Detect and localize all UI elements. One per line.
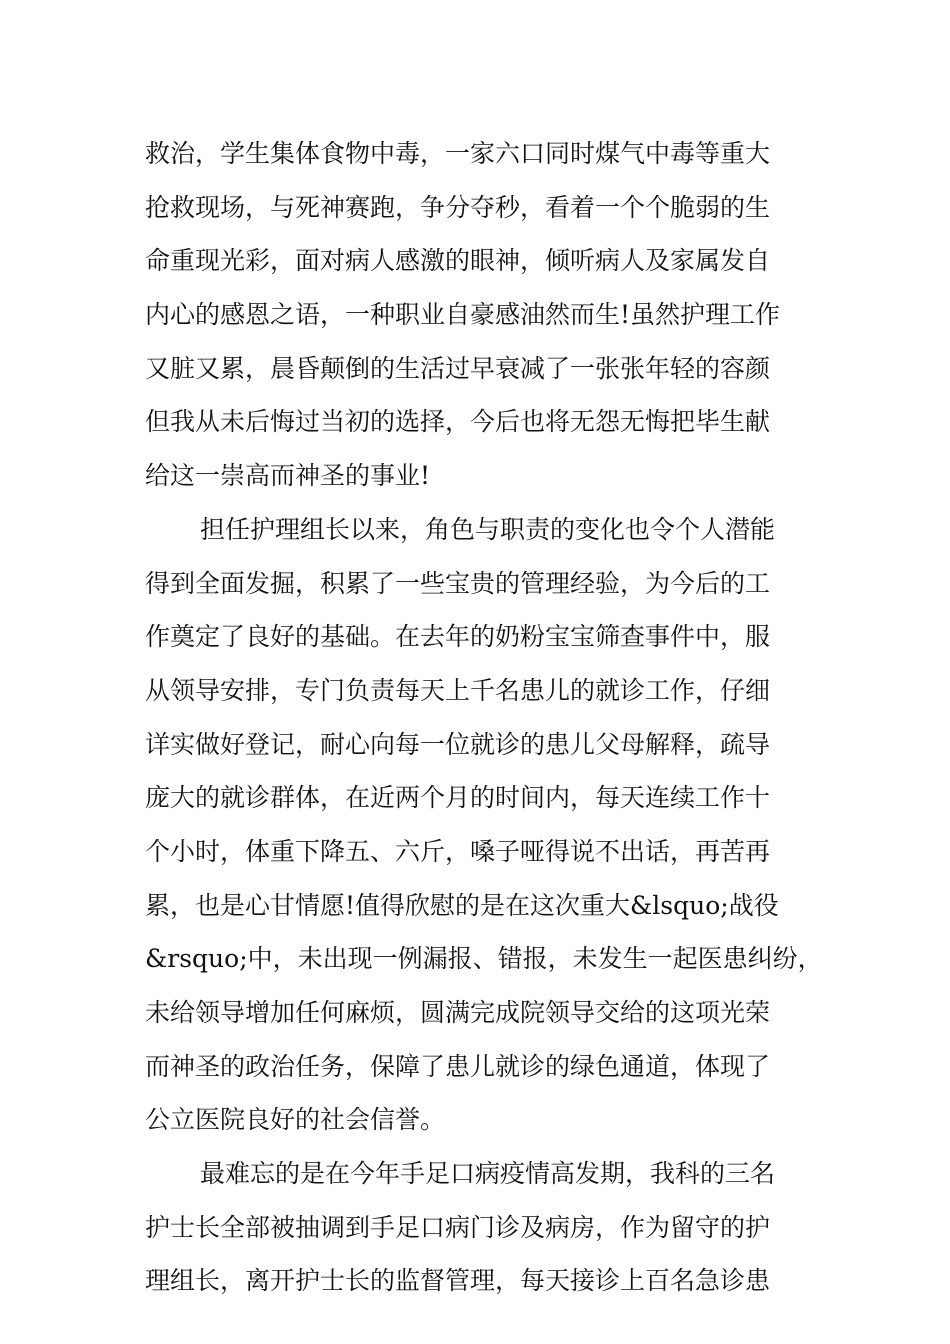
text-line: 救治，学生集体食物中毒，一家六口同时煤气中毒等重大 <box>145 139 771 168</box>
text-line: 护士长全部被抽调到手足口病门诊及病房，作为留守的护 <box>145 1212 771 1242</box>
paragraph-2 <box>145 503 825 1147</box>
text-line: 理组长，离开护士长的监督管理，每天接诊上百名急诊患 <box>145 1266 771 1296</box>
text-line: 最难忘的是在今年手足口病疫情高发期，我科的三名 <box>200 1159 776 1189</box>
text-line: 给这一崇高而神圣的事业! <box>145 461 431 491</box>
text-line: 从领导安排，专门负责每天上千名患儿的就诊工作，仔细 <box>145 675 771 705</box>
text-line: 担任护理组长以来，角色与职责的变化也令个人潜能 <box>200 514 776 544</box>
document-body <box>145 127 825 1308</box>
text-line: 命重现光彩，面对病人感激的眼神，倾听病人及家属发自 <box>145 246 771 276</box>
text-line: 得到全面发掘，积累了一些宝贵的管理经验，为今后的工 <box>145 568 771 598</box>
text-line: 抢救现场，与死神赛跑，争分夺秒，看着一个个脆弱的生 <box>145 192 771 222</box>
text-line: 累，也是心甘情愿!值得欣慰的是在这次重大&lsquo;战役 <box>145 890 779 920</box>
text-line: 未给领导增加任何麻烦，圆满完成院领导交给的这项光荣 <box>145 998 771 1027</box>
text-line: 但我从未后悔过当初的选择，今后也将无怨无悔把毕生献 <box>145 407 771 437</box>
paragraph-1 <box>145 127 825 503</box>
paragraph-3 <box>145 1147 825 1308</box>
text-line: 作奠定了良好的基础。在去年的奶粉宝宝筛查事件中，服 <box>145 622 771 652</box>
text-line: 庞大的就诊群体，在近两个月的时间内，每天连续工作十 <box>145 783 771 813</box>
text-line: 内心的感恩之语，一种职业自豪感油然而生!虽然护理工作 <box>145 300 781 330</box>
text-line: 详实做好登记，耐心向每一位就诊的患儿父母解释，疏导 <box>145 729 771 759</box>
text-line: 又脏又累，晨昏颠倒的生活过早衰减了一张张年轻的容颜 <box>145 353 771 383</box>
text-line: 公立医院良好的社会信誉。 <box>145 1105 446 1135</box>
text-line: &rsquo;中，未出现一例漏报、错报，未发生一起医患纠纷， <box>145 944 823 974</box>
text-line: 而神圣的政治任务，保障了患儿就诊的绿色通道，体现了 <box>145 1051 771 1081</box>
text-line: 个小时，体重下降五、六斤，嗓子哑得说不出话，再苦再 <box>145 836 771 866</box>
